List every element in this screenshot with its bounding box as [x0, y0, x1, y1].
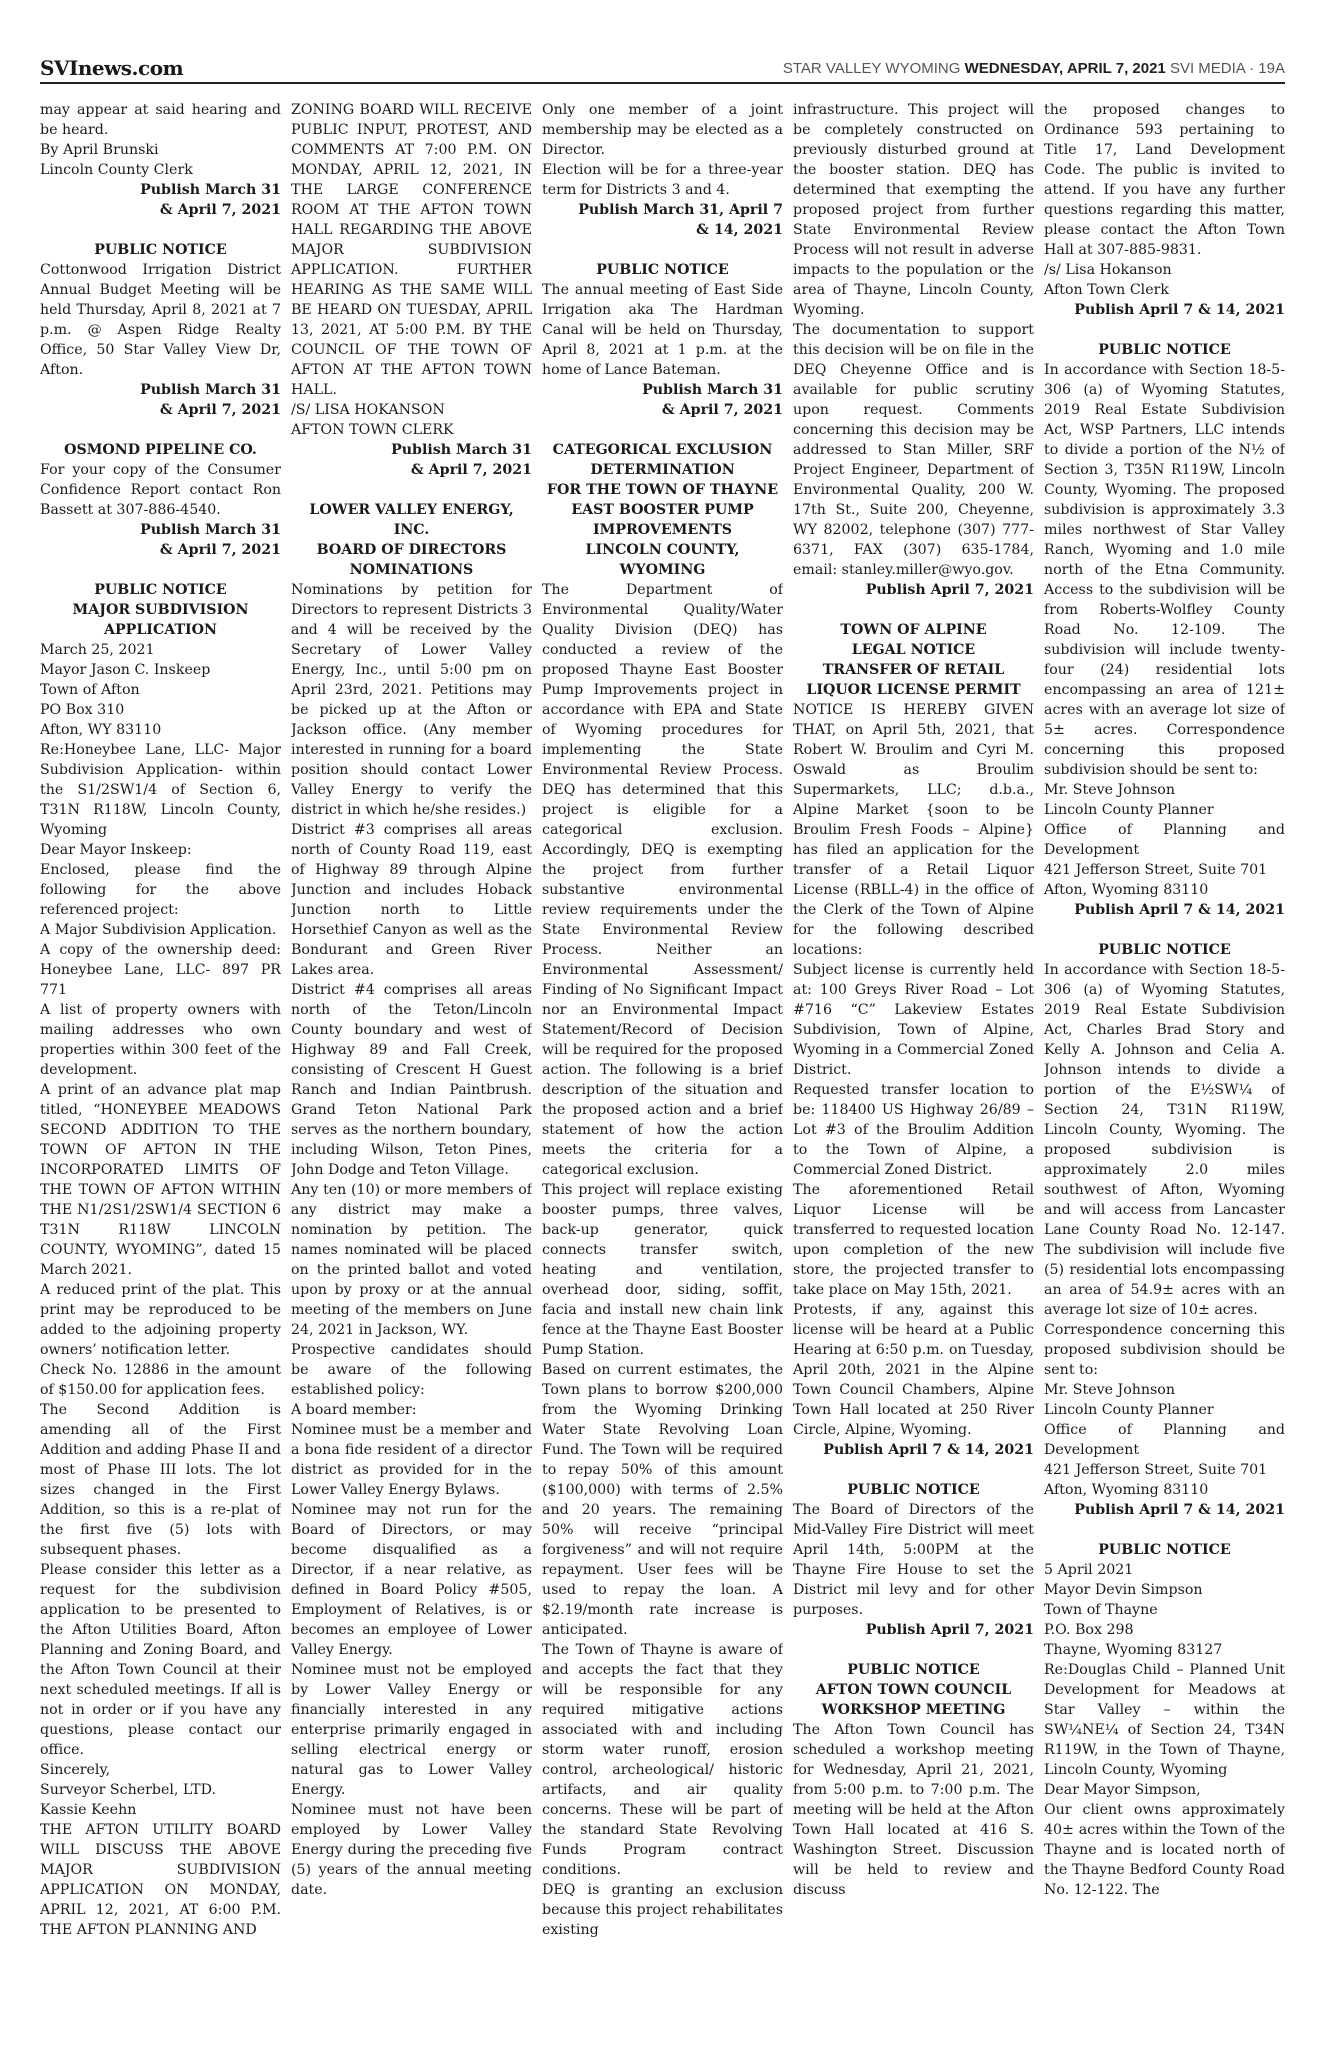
notice-text: Subject license is currently held at: 100 Greys River Road – Lot #716 “C” Lakeview Estates Subdivision, Town of Alpine, Wyoming in a Commercial Zoned District. — [793, 962, 1034, 1078]
notice-text: Afton, WY 83110 — [40, 722, 162, 738]
notice-text: ZONING BOARD WILL RECEIVE PUBLIC INPUT, PROTEST, AND COMMENTS AT 7:00 P.M. ON MONDAY, APRIL 12, 2021, IN THE LARGE CONFERENCE ROOM AT THE AFTON TOWN HALL REGARDING THE ABOVE MAJOR SUBDIVISION APPLICATION. FURTHER HEARING AS THE SAME WILL BE HEARD ON TUESDAY, APRIL 13, 2021, AT 5:00 P.M. BY THE COUNCIL OF THE TOWN OF AFTON AT THE AFTON TOWN HALL. — [291, 102, 532, 398]
publish-line: Publish March 31, April 7 — [578, 202, 783, 218]
column-2 — [291, 100, 532, 2040]
notice-text: March 25, 2021 — [40, 642, 155, 658]
publish-line: Publish April 7, 2021 — [865, 1622, 1034, 1638]
spacer — [793, 600, 1034, 620]
notice-heading: OSMOND PIPELINE CO. — [64, 442, 257, 458]
notice-text: Protests, if any, against this license will be heard at a Public Hearing at 6:50 p.m. on Tuesday, April 20th, 2021 in the Alpine Town Council Chambers, Alpine Town Hall located at 250 River Circle, Alpine, Wyoming. — [793, 1302, 1034, 1438]
notice-text: Cottonwood Irrigation District Annual Budget Meeting will be held Thursday, April 8, 2021 at 7 p.m. @ Aspen Ridge Realty Office, 50 Star Valley View Dr, Afton. — [40, 262, 281, 378]
notice-heading: BOARD OF DIRECTORS NOMINATIONS — [316, 542, 507, 578]
publish-line: Publish April 7 & 14, 2021 — [1074, 302, 1285, 318]
notice-text: A Major Subdivision Application. — [40, 922, 277, 938]
publish-line: & April 7, 2021 — [159, 402, 281, 418]
spacer — [793, 1640, 1034, 1660]
notice-text: The annual meeting of East Side Irrigation aka The Hardman Canal will be held on Thursday, April 8, 2021 at 1 p.m. at the home of Lance Bateman. — [542, 282, 783, 378]
notice-text: Only one member of a joint membership may be elected as a Director. — [542, 102, 783, 158]
notice-text: This project will replace existing booster pumps, three valves, back-up generator, quick connects transfer switch, heating and ventilation, overhead door, siding, soffit, facia and install new chain link fence at the Thayne East Booster Pump Station. — [542, 1182, 783, 1358]
notice-text: Office of Planning and Development — [1044, 822, 1285, 858]
publish-line: Publish April 7 & 14, 2021 — [1074, 902, 1285, 918]
section-page: SVI MEDIA · 19A — [1169, 60, 1285, 77]
notice-text: A reduced print of the plat. This print may be reproduced to be added to the adjoining property owners’ notification letter. — [40, 1282, 281, 1358]
notice-text: the proposed changes to Ordinance 593 pertaining to Title 17, Land Development Code. The public is invited to attend. If you have any further questions regarding this matter, please contact the Afton Town Hall at 307-885-9831. — [1044, 102, 1285, 258]
notice-heading: PUBLIC NOTICE — [94, 242, 227, 258]
column-5 — [1044, 100, 1285, 2040]
notice-heading: PUBLIC NOTICE — [596, 262, 729, 278]
spacer — [1044, 1520, 1285, 1540]
publish-line: Publish March 31 — [140, 382, 281, 398]
notice-text: Check No. 12886 in the amount of $150.00 for application fees. — [40, 1362, 281, 1398]
publish-line: Publish March 31 — [140, 522, 281, 538]
spacer — [40, 220, 281, 240]
notice-text: The Afton Town Council has scheduled a workshop meeting for Wednesday, April 21, 2021, from 5:00 p.m. to 7:00 p.m. The meeting will be held at the Afton Town Hall located at 416 S. Washington Street. Discussion will be held to review and discuss — [793, 1722, 1034, 1898]
notice-text: District #4 comprises all areas north of the Teton/Lincoln County boundary and west of Highway 89 and Fall Creek, consisting of Crescent H Guest Ranch and Indian Paintbrush. Grand Teton National Park serves as the northern boundary, including Wilson, Teton Pines, John Dodge and Teton Village. — [291, 982, 532, 1178]
notice-text: Nominee must not have been employed by Lower Valley Energy during the preceding five (5) years of the annual meeting date. — [291, 1802, 532, 1898]
notice-text: Mr. Steve Johnson — [1044, 782, 1175, 798]
spacer — [40, 420, 281, 440]
notice-text: NOTICE IS HEREBY GIVEN THAT, on April 5th, 2021, that Robert W. Broulim and Cyri M. Oswald as Broulim Supermarkets, LLC; d.b.a., Alpine Market {soon to be Broulim Fresh Foods – Alpine} has filed an application for the transfer of a Retail Liquor License (RBLL-4) in the office of the Clerk of the Town of Alpine for the following described locations: — [793, 702, 1034, 958]
notice-text: Lincoln County Planner — [1044, 1402, 1214, 1418]
notice-text: Any ten (10) or more members of any district may make a nomination by petition. The names nominated will be placed on the printed ballot and voted upon by proxy or at the annual meeting of the members on June 24, 2021 in Jackson, WY. — [291, 1182, 532, 1338]
notice-text: Sincerely, — [40, 1762, 111, 1778]
notice-text: may appear at said hearing and be heard. — [40, 102, 281, 138]
notice-text: Afton Town Clerk — [1044, 282, 1169, 298]
issue-date: WEDNESDAY, APRIL 7, 2021 — [964, 60, 1166, 77]
notice-text: A copy of the ownership deed: Honeybee Lane, LLC- 897 PR 771 — [40, 942, 281, 998]
notice-text: For your copy of the Consumer Confidence Report contact Ron Bassett at 307-886-4540. — [40, 462, 281, 518]
notice-text: The documentation to support this decision will be on file in the DEQ Cheyenne Office and is available for public scrutiny upon request. Comments concerning this decision may be addressed to Stan Miller, SRF Project Engineer, Department of Environmental Quality, 200 W. 17th St., Suite 200, Cheyenne, WY 82002, telephone (307) 777-6371, FAX (307) 635-1784, email: stanley.miller@wyo.gov. — [793, 322, 1034, 578]
notice-text: DEQ is granting an exclusion because this project rehabilitates existing — [542, 1882, 783, 1938]
legal-notices — [40, 100, 1285, 2040]
notice-heading: TRANSFER OF RETAIL LIQUOR LICENSE PERMIT — [806, 662, 1021, 698]
notice-text: Town of Thayne — [1044, 1602, 1158, 1618]
publish-line: Publish April 7, 2021 — [865, 582, 1034, 598]
publish-line: & April 7, 2021 — [159, 202, 281, 218]
notice-text: The Department of Environmental Quality/Water Quality Division (DEQ) has conducted a review of the proposed Thayne East Booster Pump Improvements project in accordance with EPA and State of Wyoming procedures for implementing the State Environmental Review Process. DEQ has determined that this project is eligible for a categorical exclusion. Accordingly, DEQ is exempting the project from further substantive environmental review requirements under the State Environmental Review Process. Neither an Environmental Assessment/ Finding of No Significant Impact nor an Environmental Impact Statement/Record of Decision will be required for the proposed action. The following is a brief description of the situation and the proposed action and a brief statement of how the action meets the criteria for a categorical exclusion. — [542, 582, 783, 1178]
publish-line: & April 7, 2021 — [159, 542, 281, 558]
notice-text: PO Box 310 — [40, 702, 125, 718]
notice-text: Mayor Jason C. Inskeep — [40, 662, 211, 678]
column-4 — [793, 100, 1034, 2040]
notice-text: Surveyor Scherbel, LTD. — [40, 1782, 217, 1798]
notice-text: Nominee must be a member and a bona fide resident of a director district as provided for in the Lower Valley Energy Bylaws. — [291, 1422, 532, 1498]
notice-heading: PUBLIC NOTICE — [847, 1662, 980, 1678]
notice-text: Afton, Wyoming 83110 — [1044, 882, 1209, 898]
publish-line: Publish April 7 & 14, 2021 — [1074, 1502, 1285, 1518]
notice-text: Lincoln County Planner — [1044, 802, 1214, 818]
notice-text: Re:Douglas Child – Planned Unit Development for Meadows at Star Valley – within the SW¼NE¼ of Section 24, T34N R119W, in the Town of Thayne, Lincoln County, Wyoming — [1044, 1662, 1285, 1778]
notice-text: The aforementioned Retail Liquor License will be transferred to requested location upon completion of the new store, the projected transfer to take place on May 15th, 2021. — [793, 1182, 1034, 1298]
spacer — [793, 1460, 1034, 1480]
notice-text: Nominee must not be employed by Lower Valley Energy or financially interested in any enterprise primarily engaged in selling electrical energy or natural gas to Lower Valley Energy. — [291, 1662, 532, 1798]
notice-text: P.O. Box 298 — [1044, 1622, 1134, 1638]
notice-text: A board member: — [291, 1402, 417, 1418]
publish-line: Publish March 31 — [140, 182, 281, 198]
notice-heading: LEGAL NOTICE — [851, 642, 976, 658]
notice-text: Lincoln County Clerk — [40, 162, 193, 178]
notice-text: Mayor Devin Simpson — [1044, 1582, 1203, 1598]
spacer — [1044, 320, 1285, 340]
spacer — [1044, 920, 1285, 940]
notice-text: The Town of Thayne is aware of and accepts the fact that they will be responsible for any required mitigative actions associated with and including storm water runoff, erosion control, archeological/ historic artifacts, and air quality concerns. These will be part of the standard State Revolving Funds Program contract conditions. — [542, 1642, 783, 1878]
notice-text: By April Brunski — [40, 142, 159, 158]
notice-heading: LINCOLN COUNTY, WYOMING — [585, 542, 740, 578]
notice-text: A list of property owners with mailing addresses who own properties within 300 feet of the development. — [40, 1002, 281, 1078]
spacer — [40, 560, 281, 580]
publish-line: Publish March 31 — [642, 382, 783, 398]
publish-line: & 14, 2021 — [696, 222, 783, 238]
notice-text: /s/ Lisa Hokanson — [1044, 262, 1172, 278]
paper-name: STAR VALLEY WYOMING — [782, 60, 961, 77]
notice-text: In accordance with Section 18-5-306 (a) of Wyoming Statutes, 2019 Real Estate Subdivision Act, WSP Partners, LLC intends to divide a portion of the N½ of Section 3, T35N R119W, Lincoln County, Wyoming. The proposed subdivision is approximately 3.3 miles northwest of Star Valley Ranch, Wyoming and 1.0 mile north of the Etna Community. Access to the subdivision will be from Roberts-Wolfley County Road No. 12-109. The subdivision will include twenty-four (24) residential lots encompassing an area of 121± acres with an average lot size of 5± acres. Correspondence concerning this proposed subdivision should be sent to: — [1044, 362, 1285, 778]
notice-heading: PUBLIC NOTICE — [1098, 1542, 1231, 1558]
header-info — [783, 60, 1285, 77]
notice-text: Correspondence concerning this proposed subdivision should be sent to: — [1044, 1322, 1285, 1378]
notice-text: 5 April 2021 — [1044, 1562, 1134, 1578]
notice-text: The Board of Directors of the Mid-Valley Fire District will meet April 14th, 5:00PM at the Thayne Fire House to set the District mil levy and for other purposes. — [793, 1502, 1034, 1618]
site-name: SVInews.com — [40, 56, 184, 80]
notice-text: Please consider this letter as a request for the subdivision application to be presented to the Afton Utilities Board, Afton Planning and Zoning Board, and the Afton Town Council at their next scheduled meetings. If all is not in order or if you have any questions, please contact our office. — [40, 1562, 281, 1758]
notice-text: 421 Jefferson Street, Suite 701 — [1044, 1462, 1268, 1478]
notice-text: /S/ LISA HOKANSON — [291, 402, 445, 418]
notice-text: In accordance with Section 18-5-306 (a) of Wyoming Statutes, 2019 Real Estate Subdivision Act, Charles Brad Story and Kelly A. Johnson and Celia A. Johnson intends to divide a portion of the E½SW¼ of Section 24, T31N R119W, Lincoln County, Wyoming. The proposed subdivision is approximately 2.0 miles southwest of Afton, Wyoming and will access from Lancaster Lane County Road No. 12-147. The subdivision will include five (5) residential lots encompassing an area of 54.9± acres with an average lot size of 10± acres. — [1044, 962, 1285, 1318]
notice-text: 421 Jefferson Street, Suite 701 — [1044, 862, 1268, 878]
notice-heading: PUBLIC NOTICE — [1098, 942, 1231, 958]
notice-heading: CATEGORICAL EXCLUSION DETERMINATION — [552, 442, 773, 478]
notice-text: Afton, Wyoming 83110 — [1044, 1482, 1209, 1498]
notice-text: Town of Afton — [40, 682, 140, 698]
notice-heading: FOR THE TOWN OF THAYNE EAST BOOSTER PUMP IMPROVEMENTS — [546, 482, 779, 538]
publish-line: & April 7, 2021 — [661, 402, 783, 418]
notice-text: Thayne, Wyoming 83127 — [1044, 1642, 1223, 1658]
notice-text: Nominee may not run for the Board of Directors, or may become disqualified as a Director, if a near relative, as defined in Board Policy #505, Employment of Relatives, is or becomes an employee of Lower Valley Energy. — [291, 1502, 532, 1658]
column-3 — [542, 100, 783, 2040]
spacer — [542, 240, 783, 260]
notice-text: The Second Addition is amending all of the First Addition and adding Phase II and most of Phase III lots. The lot sizes changed in the First Addition, so this is a re-plat of the first five (5) lots with subsequent phases. — [40, 1402, 281, 1558]
notice-text: Enclosed, please find the following for the above referenced project: — [40, 862, 281, 918]
notice-text: infrastructure. This project will be completely constructed on previously disturbed ground at the booster station. DEQ has determined that exempting the proposed project from further State Environmental Review Process will not result in adverse impacts to the population or the area of Thayne, Lincoln County, Wyoming. — [793, 102, 1034, 318]
notice-text: AFTON TOWN CLERK — [291, 422, 454, 438]
notice-heading: AFTON TOWN COUNCIL WORKSHOP MEETING — [815, 1682, 1012, 1718]
notice-text: Election will be for a three-year term for Districts 3 and 4. — [542, 162, 783, 198]
column-1 — [40, 100, 281, 2040]
publish-line: Publish March 31 — [391, 442, 532, 458]
publish-line: Publish April 7 & 14, 2021 — [823, 1442, 1034, 1458]
notice-text: Requested transfer location to be: 118400 US Highway 26/89 – Lot #3 of the Broulim Addition to the Town of Alpine, a Commercial Zoned District. — [793, 1082, 1034, 1178]
notice-text: Dear Mayor Simpson, — [1044, 1782, 1201, 1798]
notice-text: Nominations by petition for Directors to represent Districts 3 and 4 will be received by the Secretary of Lower Valley Energy, Inc., until 5:00 pm on April 23rd, 2021. Petitions may be picked up at the Afton or Jackson office. (Any member interested in running for a board position should contact Lower Valley Energy to verify the district in which he/she resides.) — [291, 582, 532, 818]
notice-text: Mr. Steve Johnson — [1044, 1382, 1175, 1398]
notice-text: THE AFTON UTILITY BOARD WILL DISCUSS THE ABOVE MAJOR SUBDIVISION APPLICATION ON MONDAY, APRIL 12, 2021, AT 6:00 P.M. THE AFTON PLANNING AND — [40, 1822, 281, 1938]
notice-text: District #3 comprises all areas north of County Road 119, east of Highway 89 through Alpine Junction and includes Hoback Junction north to Little Horsethief Canyon as well as the Bondurant and Green River Lakes area. — [291, 822, 532, 978]
notice-heading: LOWER VALLEY ENERGY, INC. — [309, 502, 514, 538]
publish-line: & April 7, 2021 — [410, 462, 532, 478]
notice-heading: TOWN OF ALPINE — [840, 622, 987, 638]
notice-text: Based on current estimates, the Town plans to borrow $200,000 from the Wyoming Drinking Water State Revolving Loan Fund. The Town will be required to repay 50% of this amount ($100,000) with terms of 2.5% and 20 years. The remaining 50% will receive “principal forgiveness” and will not require repayment. User fees will be used to repay the loan. A $2.19/month rate increase is anticipated. — [542, 1362, 783, 1638]
notice-text: Office of Planning and Development — [1044, 1422, 1285, 1458]
notice-text: Prospective candidates should be aware of the following established policy: — [291, 1342, 532, 1398]
notice-text: Our client owns approximately 40± acres within the Town of the Thayne and is located north of the Thayne Bedford County Road No. 12-122. The — [1044, 1802, 1285, 1898]
notice-heading: PUBLIC NOTICE — [94, 582, 227, 598]
notice-text: Dear Mayor Inskeep: — [40, 842, 192, 858]
notice-text: Kassie Keehn — [40, 1802, 137, 1818]
notice-text: Re:Honeybee Lane, LLC- Major Subdivision Application- within the S1/2SW1/4 of Section 6, T31N R118W, Lincoln County, Wyoming — [40, 742, 281, 838]
spacer — [291, 480, 532, 500]
masthead — [40, 52, 1285, 84]
notice-heading: PUBLIC NOTICE — [1098, 342, 1231, 358]
notice-text: A print of an advance plat map titled, “HONEYBEE MEADOWS SECOND ADDITION TO THE TOWN OF AFTON IN THE INCORPORATED LIMITS OF THE TOWN OF AFTON WITHIN THE N1/2S1/2SW1/4 SECTION 6 T31N R118W LINCOLN COUNTY, WYOMING”, dated 15 March 2021. — [40, 1082, 281, 1278]
notice-heading: MAJOR SUBDIVISION APPLICATION — [72, 602, 249, 638]
spacer — [542, 420, 783, 440]
notice-heading: PUBLIC NOTICE — [847, 1482, 980, 1498]
